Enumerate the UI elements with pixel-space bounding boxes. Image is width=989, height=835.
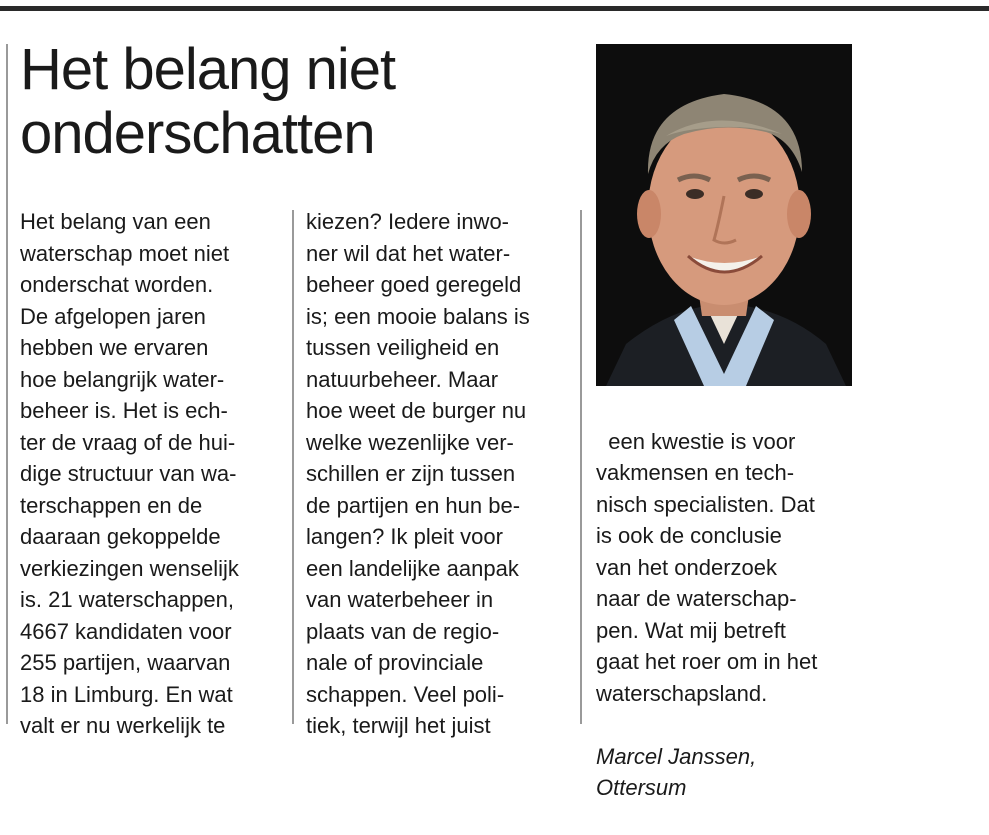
article-column-3-text: een kwestie is voor vakmensen en tech- nisch specialisten. Dat is ook de conclusie van het onderzoek naar de waterschap- pen. Wat mij betreft gaat het roer om in het waterschapsland. (596, 428, 818, 706)
article-column-3 (596, 394, 817, 835)
left-margin-rule (6, 44, 8, 724)
article-column-2: kiezen? Iedere inwo- ner wil dat het water- beheer goed geregeld is; een mooie balans is tussen veiligheid en natuurbeheer. Maar hoe weet de burger nu welke wezenlijke ver- schillen er zijn tussen de partijen en hun be- langen? Ik pleit voor een landelijke aanpak van waterbeheer in plaats van de regio- nale of provinciale schappen. Veel poli- tiek, terwijl het juist (306, 209, 530, 738)
top-rule (0, 6, 989, 11)
author-signature: Marcel Janssen, Ottersum (596, 743, 757, 800)
column-divider-2 (580, 210, 582, 724)
article-headline: Het belang niet onderschatten (20, 37, 396, 166)
article-column-1: Het belang van een waterschap moet niet onderschat worden. De afgelopen jaren hebben we ervaren hoe belangrijk water- beheer is. Het is ech- ter de vraag of de hui- dige structuur van wa- terschappen en de daaraan gekoppelde verkiezingen wenselijk is. 21 waterschappen, 4667 kandidaten voor 255 partijen, waarvan 18 in Limburg. En wat valt er nu werkelijk te (20, 209, 239, 738)
author-portrait-photo (596, 44, 852, 386)
portrait-illustration (596, 44, 852, 386)
column-divider-1 (292, 210, 294, 724)
